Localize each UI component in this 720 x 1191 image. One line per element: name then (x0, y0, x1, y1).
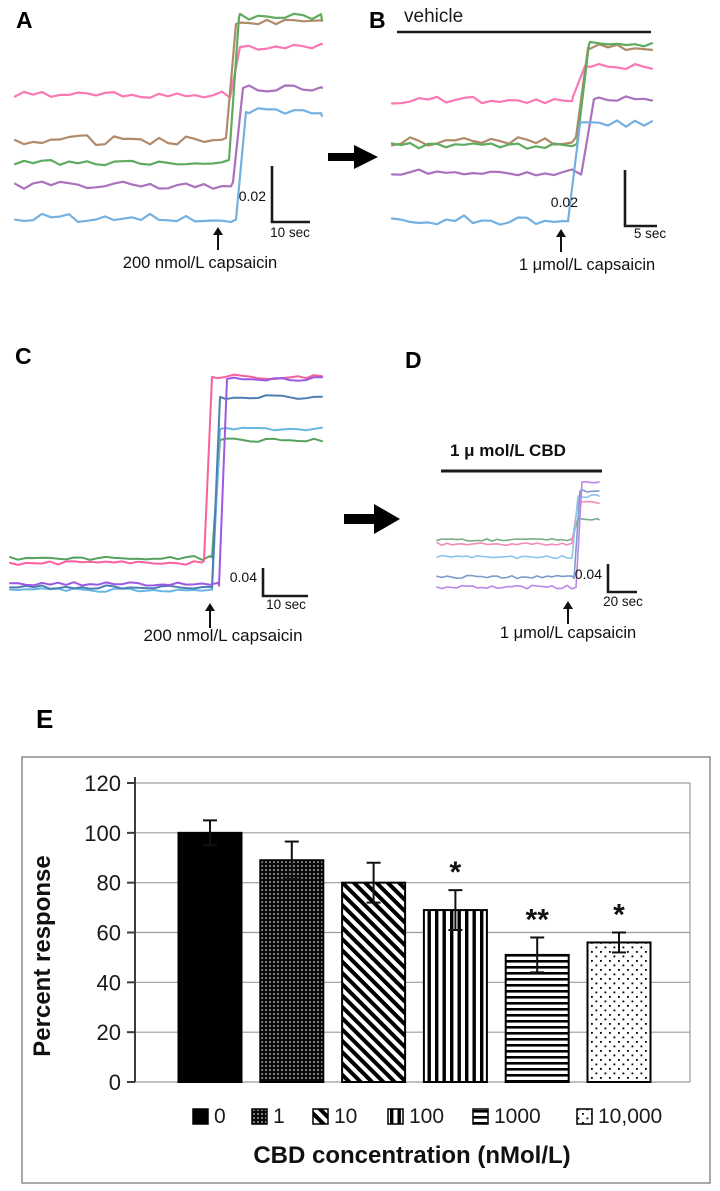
legend-label: 10 (334, 1105, 358, 1128)
panel-d-label: D (405, 347, 422, 373)
significance-marker: ** (525, 903, 549, 937)
panel-a-stimulus-label: 200 nmol/L capsaicin (122, 254, 278, 272)
bar-10 (342, 883, 405, 1082)
trace-green (10, 439, 322, 560)
stimulus-arrow-icon (556, 229, 566, 252)
scale-bar (608, 564, 637, 592)
legend-swatch-1000 (473, 1109, 488, 1124)
trace-brown (15, 20, 322, 145)
flow-arrow-icon (344, 504, 400, 534)
stimulus-arrow-icon (563, 601, 573, 624)
trace-purple (392, 96, 652, 175)
panel-d-scale-time: 20 sec (603, 594, 643, 609)
legend-label: 100 (409, 1105, 445, 1128)
legend-label: 0 (214, 1105, 226, 1128)
y-tick-label: 0 (108, 1070, 121, 1095)
legend-swatch-10 (313, 1109, 328, 1124)
y-tick-label: 100 (84, 820, 121, 846)
significance-marker: * (449, 856, 462, 890)
panel-a-scale-amplitude: 0.02 (238, 188, 266, 204)
legend-swatch-100 (388, 1109, 403, 1124)
panel-b-stimulus-label: 1 μmol/L capsaicin (518, 256, 656, 274)
legend-swatch-0 (193, 1109, 208, 1124)
bar-10,000 (588, 942, 651, 1082)
x-axis-title: CBD concentration (nMol/L) (253, 1142, 571, 1169)
legend-swatch-1 (252, 1109, 267, 1124)
bar-100 (424, 910, 487, 1082)
panel-b-scale-time: 5 sec (633, 226, 667, 241)
legend-swatch-10,000 (577, 1109, 592, 1124)
scale-bar (272, 166, 310, 222)
panel-b-scale-amplitude: 0.02 (550, 194, 578, 210)
legend-label: 1 (273, 1105, 285, 1128)
trace-brown (392, 44, 652, 145)
panel-c-scale-time: 10 sec (266, 597, 306, 612)
y-tick-label: 80 (96, 870, 121, 896)
trace-lightblue (10, 428, 322, 592)
y-tick-label: 40 (96, 970, 121, 996)
panel-c-label: C (15, 343, 32, 369)
flow-arrow-icon (328, 145, 378, 169)
y-axis-title: Percent response (29, 855, 56, 1057)
bar-0 (179, 833, 242, 1082)
stimulus-arrow-icon (213, 227, 223, 250)
scale-bar (625, 170, 657, 226)
panel-a-scale-time: 10 sec (270, 225, 310, 240)
panel-a-label: A (16, 7, 33, 33)
trace-green (392, 42, 652, 149)
trace-steelblue (10, 395, 322, 589)
legend-label: 10,000 (598, 1105, 663, 1128)
panel-d-stimulus-label: 1 μmol/L capsaicin (499, 624, 637, 642)
bar-1000 (506, 955, 569, 1082)
stimulus-arrow-icon (205, 603, 215, 628)
legend-label: 1000 (494, 1105, 541, 1128)
trace-pink (392, 64, 652, 103)
trace-lightblue (437, 495, 599, 559)
y-tick-label: 60 (96, 920, 121, 946)
panel-b-label: B (369, 7, 386, 33)
panel-e-label: E (36, 704, 54, 734)
scale-bar (263, 568, 308, 596)
cbd-treatment-label: 1 μ mol/L CBD (450, 441, 566, 460)
significance-marker: * (613, 898, 625, 932)
bar-1 (260, 860, 323, 1082)
panel-c-stimulus-label: 200 nmol/L capsaicin (143, 626, 303, 645)
y-tick-label: 120 (84, 771, 121, 796)
panel-d-scale-amplitude: 0.04 (574, 566, 602, 582)
y-tick-label: 20 (96, 1020, 121, 1046)
trace-violet (10, 377, 322, 586)
trace-pink (10, 375, 322, 565)
trace-purple (15, 86, 322, 189)
vehicle-treatment-label: vehicle (404, 6, 464, 27)
panel-c-scale-amplitude: 0.04 (229, 569, 257, 585)
